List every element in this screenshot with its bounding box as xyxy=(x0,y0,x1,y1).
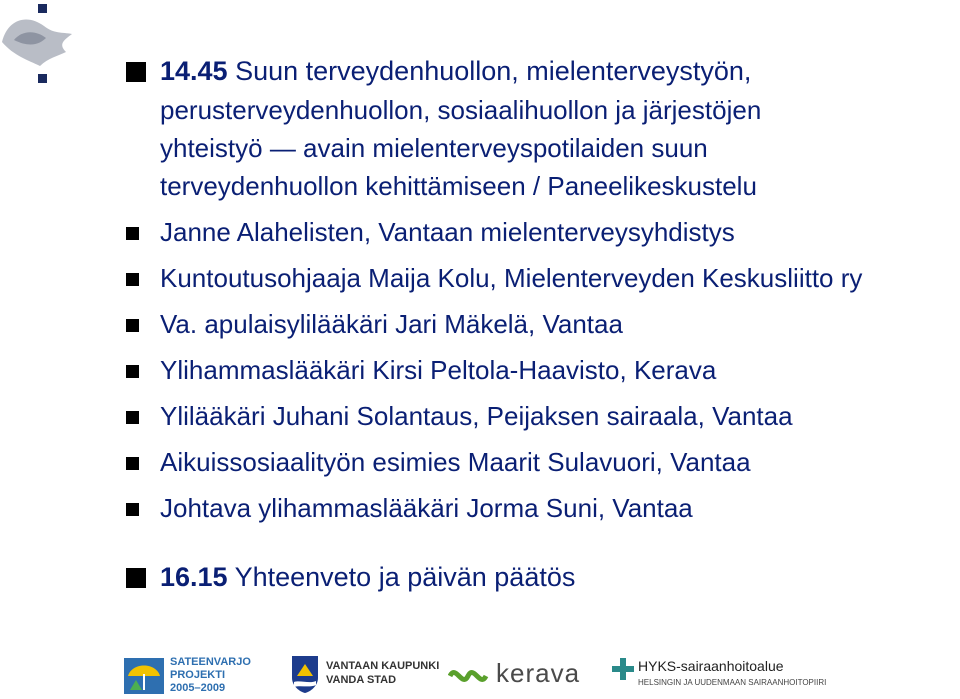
vantaa-crest-icon xyxy=(290,654,320,694)
agenda-item-title xyxy=(160,52,751,90)
umbrella-icon xyxy=(122,654,166,696)
panelist-item: Johtava ylihammaslääkäri Jorma Suni, Vantaa xyxy=(160,493,693,523)
bullet-square-icon xyxy=(126,457,139,470)
closing-time: 16.15 xyxy=(160,562,228,592)
sateenvarjo-line1: SATEENVARJO xyxy=(170,656,251,668)
kerava-logo xyxy=(448,656,588,692)
closing-item xyxy=(160,558,575,596)
kerava-text: kerava xyxy=(496,658,581,688)
vantaa-line2: VANDA STAD xyxy=(326,674,397,686)
sateenvarjo-line3: 2005–2009 xyxy=(170,682,226,694)
sateenvarjo-line2: PROJEKTI xyxy=(170,669,226,681)
bullet-square-icon xyxy=(126,273,139,286)
kerava-wave-icon xyxy=(448,660,492,690)
hyks-logo xyxy=(610,654,955,696)
sateenvarjo-logo xyxy=(122,654,262,696)
vantaa-line1: VANTAAN KAUPUNKI xyxy=(326,660,440,672)
agenda-line: perusterveydenhuollon, sosiaalihuollon ja järjestöjen xyxy=(160,95,762,125)
hyks-line2: HELSINGIN JA UUDENMAAN SAIRAANHOITOPIIRI xyxy=(638,678,827,687)
panelist-item: Ylihammaslääkäri Kirsi Peltola-Haavisto, Kerava xyxy=(160,355,717,385)
footer-logos xyxy=(0,650,960,699)
panelist-item: Janne Alahelisten, Vantaan mielenterveysyhdistys xyxy=(160,217,735,247)
agenda-line: yhteistyö — avain mielenterveyspotilaiden suun xyxy=(160,133,708,163)
panelist-item: Aikuissosiaalityön esimies Maarit Sulavuori, Vantaa xyxy=(160,447,751,477)
closing-text: Yhteenveto ja päivän päätös xyxy=(227,562,576,592)
panelist-item: Ylilääkäri Juhani Solantaus, Peijaksen sairaala, Vantaa xyxy=(160,401,793,431)
vantaa-logo xyxy=(290,654,440,696)
panelist-item: Kuntoutusohjaaja Maija Kolu, Mielenterveyden Keskusliitto ry xyxy=(160,263,863,293)
bullet-square-icon xyxy=(126,62,146,82)
bullet-square-icon xyxy=(126,365,139,378)
bullet-square-icon xyxy=(126,319,139,332)
bullet-square-icon xyxy=(126,411,139,424)
agenda-time: 14.45 xyxy=(160,56,228,86)
agenda-line: terveydenhuollon kehittämiseen / Paneelikeskustelu xyxy=(160,171,757,201)
bullet-square-icon xyxy=(126,503,139,516)
agenda-line: Suun terveydenhuollon, mielenterveystyön, xyxy=(227,56,752,86)
panelist-item: Va. apulaisylilääkäri Jari Mäkelä, Vantaa xyxy=(160,309,623,339)
bullet-square-icon xyxy=(126,568,146,588)
university-logo-icon xyxy=(0,0,80,90)
hyks-line1: HYKS-sairaanhoitoalue xyxy=(638,658,784,674)
hyks-cross-icon xyxy=(612,658,634,680)
bullet-square-icon xyxy=(126,227,139,240)
